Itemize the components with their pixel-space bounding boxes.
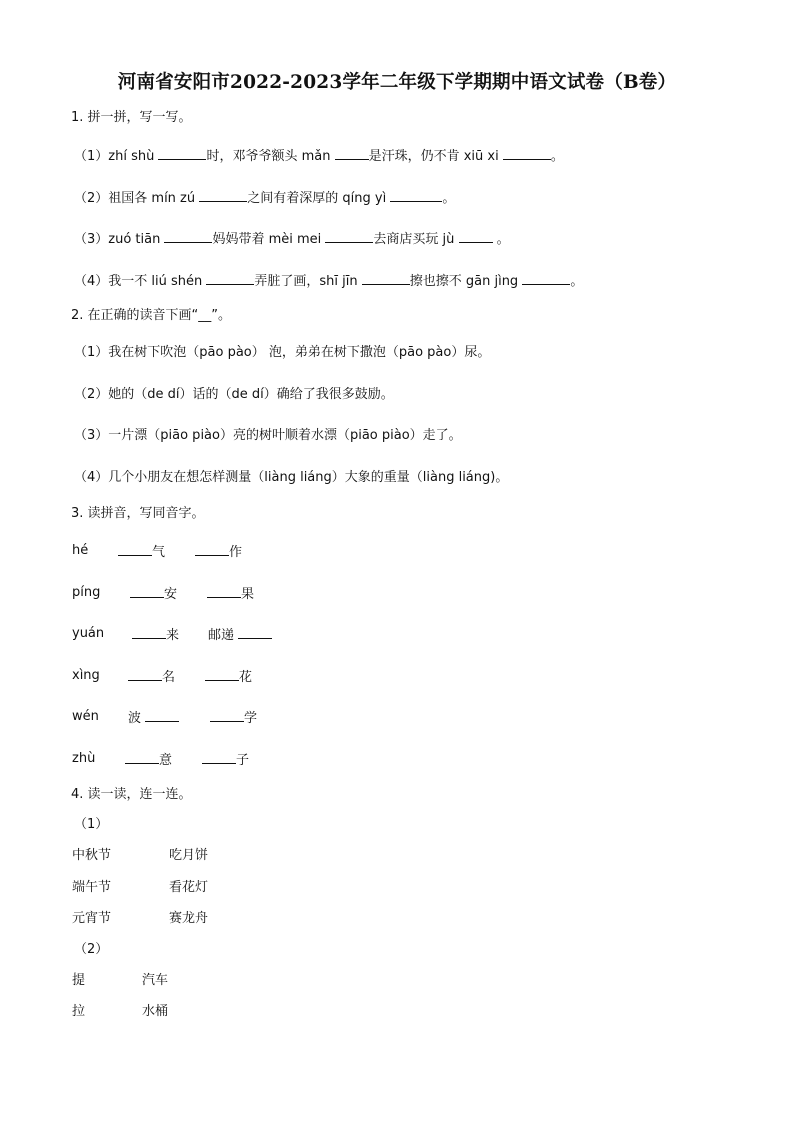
- pinyin-label: wén: [72, 709, 99, 724]
- answer-blank[interactable]: [132, 626, 166, 639]
- answer-blank[interactable]: [503, 147, 551, 160]
- answer-blank[interactable]: [195, 543, 229, 556]
- answer-blank[interactable]: [202, 751, 236, 764]
- match-left-item[interactable]: 端午节: [72, 880, 112, 895]
- pinyin-label: yuán: [72, 626, 105, 641]
- q3-heading: 3. 读拼音，写同音字。: [71, 506, 205, 521]
- answer-blank[interactable]: [128, 668, 162, 681]
- pinyin-label: hé: [72, 543, 89, 558]
- q3-row-4-first: 名: [128, 668, 175, 686]
- q4-part2-label: （2）: [74, 942, 109, 957]
- q3-row-1-first: 气: [118, 543, 165, 561]
- match-right-item[interactable]: 赛龙舟: [169, 911, 209, 926]
- answer-blank[interactable]: [199, 189, 247, 202]
- answer-blank[interactable]: [459, 230, 493, 243]
- answer-blank[interactable]: [325, 230, 373, 243]
- answer-blank[interactable]: [145, 709, 179, 722]
- q2-item-2: （2）她的（de dí）话的（de dí）确给了我很多鼓励。: [74, 387, 394, 402]
- q1-heading: 1. 拼一拼，写一写。: [71, 110, 192, 125]
- match-right-item[interactable]: 看花灯: [169, 880, 209, 895]
- pinyin-label: xìng: [72, 668, 100, 683]
- answer-blank[interactable]: [130, 585, 164, 598]
- answer-blank[interactable]: [158, 147, 206, 160]
- match-left-item[interactable]: 中秋节: [72, 848, 112, 863]
- q1-item-2: （2）祖国各 mín zú 之间有着深厚的 qíng yì 。: [74, 191, 456, 206]
- q3-row-3-second: 邮递: [208, 626, 272, 644]
- q2-item-3: （3）一片漂（piāo piào）亮的树叶顺着水漂（piāo piào）走了。: [74, 428, 462, 443]
- q4-heading: 4. 读一读，连一连。: [71, 787, 192, 802]
- pinyin-label: zhù: [72, 751, 96, 766]
- answer-blank[interactable]: [238, 626, 272, 639]
- q3-row-2-first: 安: [130, 585, 177, 603]
- q3-row-4-second: 花: [205, 668, 252, 686]
- answer-blank[interactable]: [210, 709, 244, 722]
- match-right-item[interactable]: 汽车: [142, 973, 169, 988]
- answer-blank[interactable]: [522, 272, 570, 285]
- q3-row-1-second: 作: [195, 543, 242, 561]
- q2-item-4: （4）几个小朋友在想怎样测量（liàng liáng）大象的重量（liàng liáng)。: [74, 470, 509, 485]
- pinyin-label: píng: [72, 585, 101, 600]
- answer-blank[interactable]: [390, 189, 442, 202]
- q3-row-5-second: 学: [210, 709, 257, 727]
- q3-row-6-second: 子: [202, 751, 249, 769]
- answer-blank[interactable]: [362, 272, 410, 285]
- answer-blank[interactable]: [118, 543, 152, 556]
- q2-heading: 2. 在正确的读音下画“__”。: [71, 308, 232, 323]
- match-right-item[interactable]: 吃月饼: [169, 848, 209, 863]
- answer-blank[interactable]: [125, 751, 159, 764]
- answer-blank[interactable]: [207, 585, 241, 598]
- answer-blank[interactable]: [164, 230, 212, 243]
- q1-item-4: （4）我一不 liú shén 弄脏了画，shī jīn 擦也擦不 gān jìng 。: [74, 274, 584, 289]
- q3-row-6-first: 意: [125, 751, 172, 769]
- q4-part1-label: （1）: [74, 817, 109, 832]
- q3-row-5-first: 波: [128, 709, 179, 727]
- q1-item-3: （3）zuó tiān 妈妈带着 mèi mei 去商店买玩 jù 。: [74, 232, 510, 247]
- q3-row-2-second: 果: [207, 585, 254, 603]
- match-left-item[interactable]: 提: [72, 973, 86, 988]
- answer-blank[interactable]: [205, 668, 239, 681]
- match-right-item[interactable]: 水桶: [142, 1004, 169, 1019]
- q2-item-1: （1）我在树下吹泡（pāo pào） 泡，弟弟在树下撒泡（pāo pào）尿。: [74, 345, 491, 360]
- match-left-item[interactable]: 元宵节: [72, 911, 112, 926]
- answer-blank[interactable]: [206, 272, 254, 285]
- match-left-item[interactable]: 拉: [72, 1004, 86, 1019]
- q3-row-3-first: 来: [132, 626, 179, 644]
- q1-item-1: （1）zhí shù 时，邓爷爷额头 mǎn 是汗珠，仍不肯 xiū xi 。: [74, 149, 564, 164]
- answer-blank[interactable]: [335, 147, 369, 160]
- page-title: 河南省安阳市2022-2023学年二年级下学期期中语文试卷（B卷）: [117, 72, 677, 93]
